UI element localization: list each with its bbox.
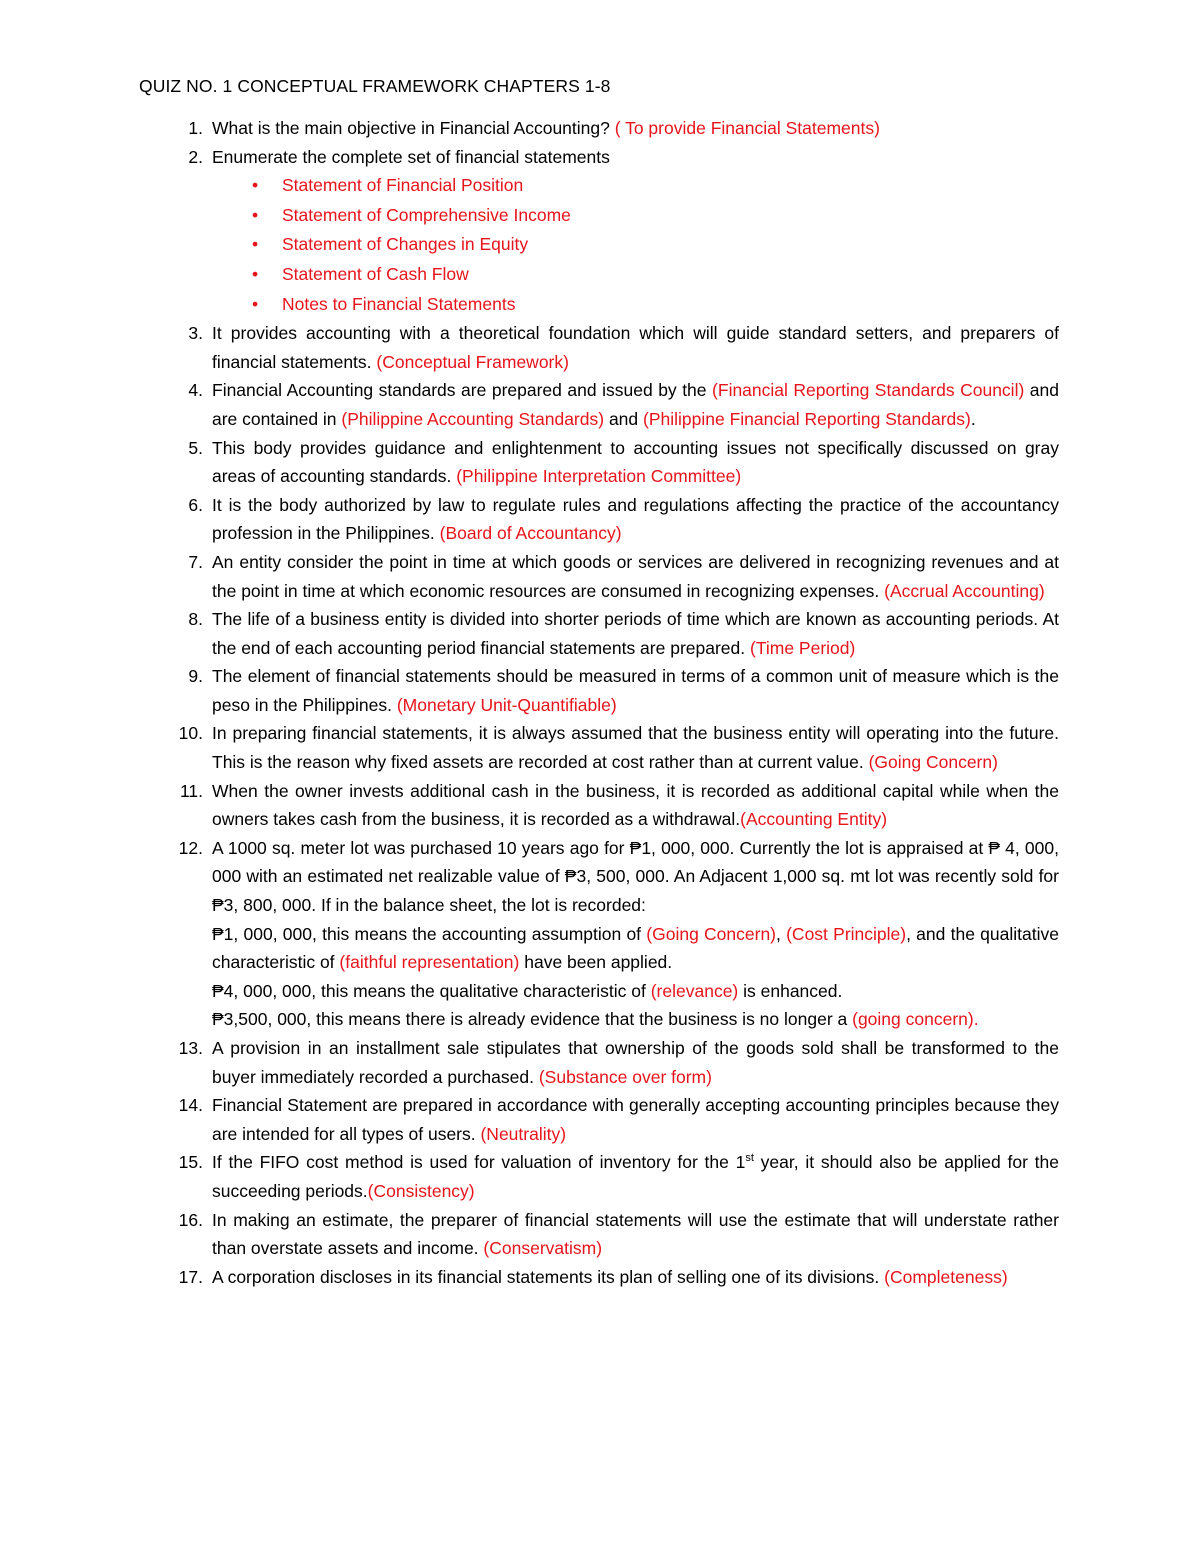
bullet-icon: • — [252, 204, 259, 225]
answer-text: (Conservatism) — [483, 1238, 603, 1259]
question-number: 6. — [188, 494, 203, 515]
question-text: have been applied. — [519, 952, 673, 973]
question-text: Financial Accounting standards are prepared and issued by the — [212, 380, 713, 401]
answer-text: ( To provide Financial Statements) — [614, 118, 880, 138]
question-text: What is the main objective in Financial Accounting? — [212, 118, 615, 138]
question-number: 16. — [178, 1209, 203, 1230]
financial-statements-list — [212, 171, 1059, 319]
bullet-icon: • — [252, 234, 259, 255]
question-5 — [188, 434, 1059, 491]
question-text: A provision in an installment sale stipulates that ownership of the goods sold shall be transformed to the buyer immediately recorded a purchased. — [212, 1038, 1059, 1087]
question-9 — [188, 662, 1059, 719]
question-text: The element of financial statements should be measured in terms of a common unit of measure which is the peso in the Philippines. — [212, 666, 1059, 715]
list-item — [252, 201, 1059, 231]
question-number: 8. — [188, 609, 203, 630]
question-text: A corporation discloses in its financial statements its plan of selling one of its divisions. — [212, 1266, 885, 1287]
answer-text: (Accrual Accounting) — [884, 580, 1045, 601]
ordinal-suffix: st — [745, 1152, 754, 1165]
question-17 — [178, 1263, 1059, 1292]
question-text: This body provides guidance and enlightenment to accounting issues not specifically discussed on gray areas of accounting standards. — [212, 437, 1059, 487]
answer-text: (Philippine Accounting Standards) — [341, 408, 605, 429]
question-12 — [178, 834, 1059, 1034]
question-text: , — [776, 923, 787, 944]
question-3 — [188, 319, 1059, 376]
answer-text: (Going Concern) — [868, 752, 998, 773]
question-list — [178, 114, 1060, 1291]
question-number: 11. — [179, 780, 203, 801]
question-text: In making an estimate, the preparer of financial statements will use the estimate that will understate rather than overstate assets and income. — [212, 1209, 1059, 1259]
question-text: . — [970, 408, 976, 429]
question-text: A 1000 sq. meter lot was purchased 10 years ago for ₱1, 000, 000. Currently the lot is appraised at ₱ 4, 000, 000 with an estimated net realizable value of ₱3, 500, 000. An Adjacent 1,000 sq. mt lot was recently sold for ₱3, 800, 000. If in the balance sheet, the lot is recorded: — [212, 837, 1059, 916]
question-number: 4. — [188, 380, 203, 401]
answer-text: (Board of Accountancy) — [439, 523, 622, 544]
question-13 — [178, 1034, 1059, 1091]
answer-text: (relevance) — [650, 980, 739, 1001]
answer-text: Statement of Financial Position — [282, 175, 524, 196]
answer-text: Statement of Cash Flow — [282, 263, 469, 284]
answer-text: (faithful representation) — [339, 952, 520, 973]
question-8 — [188, 605, 1059, 662]
answer-text: (Philippine Financial Reporting Standards) — [643, 408, 971, 429]
answer-text: (Completeness) — [884, 1266, 1008, 1287]
question-number: 7. — [188, 551, 203, 572]
list-item — [252, 171, 1059, 201]
quiz-title: QUIZ NO. 1 CONCEPTUAL FRAMEWORK CHAPTERS 1-8 — [139, 76, 611, 96]
question-number: 10. — [178, 723, 203, 744]
answer-text: (Time Period) — [750, 637, 856, 658]
bullet-icon: • — [252, 263, 259, 284]
question-text: An entity consider the point in time at which goods or services are delivered in recognizing revenues and at the point in time at which economic resources are consumed in recognizing expenses. — [212, 551, 1059, 601]
question-number: 1. — [188, 118, 203, 138]
question-4 — [188, 376, 1060, 433]
question-text: Financial Statement are prepared in accordance with generally accepting accounting principles because they are intended for all types of users. — [212, 1095, 1059, 1144]
question-number: 9. — [188, 666, 203, 687]
answer-text: (going concern). — [852, 1009, 979, 1030]
answer-text: Statement of Comprehensive Income — [282, 204, 571, 225]
question-text: Enumerate the complete set of financial statements — [212, 146, 610, 167]
answer-text: Statement of Changes in Equity — [282, 234, 529, 255]
answer-text: (Cost Principle) — [786, 923, 907, 944]
answer-text: (Accounting Entity) — [740, 809, 888, 830]
question-number: 2. — [188, 146, 203, 167]
list-item — [252, 260, 1059, 290]
question-14 — [178, 1091, 1059, 1148]
list-item — [252, 230, 1059, 260]
question-text: ₱1, 000, 000, this means the accounting assumption of — [212, 923, 647, 944]
question-number: 14. — [178, 1095, 203, 1116]
question-number: 3. — [188, 323, 203, 344]
answer-text: (Neutrality) — [480, 1123, 567, 1144]
question-15 — [178, 1148, 1059, 1205]
question-1 — [188, 114, 1059, 143]
question-text: ₱4, 000, 000, this means the qualitative characteristic of — [212, 980, 651, 1001]
question-text: ₱3,500, 000, this means there is already evidence that the business is no longer a — [212, 1009, 853, 1030]
question-2 — [188, 143, 1059, 320]
question-text: and — [604, 408, 644, 429]
question-number: 12. — [178, 837, 203, 858]
question-text: In preparing financial statements, it is always assumed that the business entity will operating into the future. This is the reason why fixed assets are recorded at cost rather than at current value. — [212, 723, 1059, 773]
question-7 — [188, 548, 1059, 605]
question-text: It provides accounting with a theoretical foundation which will guide standard setters, and preparers of financial statements. — [212, 323, 1059, 372]
answer-text: (Monetary Unit-Quantifiable) — [396, 694, 617, 715]
question-text: It is the body authorized by law to regulate rules and regulations affecting the practice of the accountancy profession in the Philippines. — [212, 494, 1059, 544]
answer-text: (Financial Reporting Standards Council) — [712, 380, 1025, 401]
question-6 — [188, 491, 1059, 548]
answer-text: (Philippine Interpretation Committee) — [456, 466, 742, 487]
bullet-icon: • — [252, 293, 259, 314]
question-text: and are contained in — [212, 380, 1060, 429]
answer-text: (Substance over form) — [538, 1066, 712, 1087]
answer-text: (Consistency) — [367, 1180, 475, 1201]
question-number: 5. — [188, 437, 203, 458]
question-text: , and the qualitative characteristic of — [212, 923, 1059, 973]
answer-text: (Going Concern) — [646, 923, 777, 944]
question-number: 13. — [178, 1038, 203, 1058]
question-number: 17. — [178, 1266, 203, 1287]
question-text: The life of a business entity is divided into shorter periods of time which are known as accounting periods. At the end of each accounting period financial statements are prepared. — [212, 609, 1059, 658]
bullet-icon: • — [252, 175, 259, 196]
question-16 — [178, 1206, 1059, 1263]
answer-text: Notes to Financial Statements — [282, 293, 516, 314]
answer-text: (Conceptual Framework) — [376, 351, 569, 372]
question-11 — [179, 777, 1059, 834]
question-text: year, it should also be applied for the succeeding periods. — [212, 1152, 1059, 1201]
question-10 — [178, 719, 1059, 776]
question-number: 15. — [178, 1152, 203, 1173]
question-text: When the owner invests additional cash in the business, it is recorded as additional capital while when the owners takes cash from the business, it is recorded as a withdrawal. — [212, 780, 1059, 830]
question-text: is enhanced. — [738, 980, 843, 1001]
question-text: If the FIFO cost method is used for valuation of inventory for the 1 — [212, 1152, 746, 1173]
list-item — [252, 290, 1059, 320]
